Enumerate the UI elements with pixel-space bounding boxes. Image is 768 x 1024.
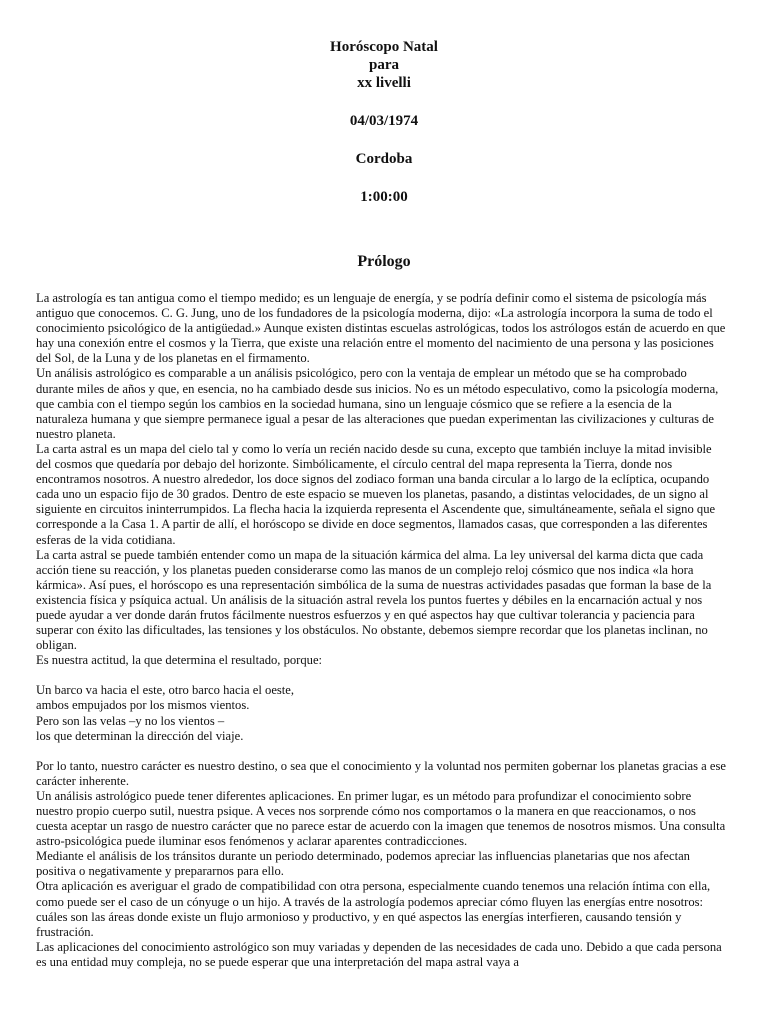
paragraph: Un análisis astrológico es comparable a un análisis psicológico, pero con la ventaja de emplear un método que se ha comprobado durante miles de años y que, en esencia, no ha cambiado desde sus inicios. No es un método especulativo, como la psicología moderna, que cambia con el tiempo según los cambios en la sociedad humana, sino un lenguaje cósmico que se refiere a la esencia de la naturaleza humana y que siempre permanece igual a pesar de las alteraciones que puedan experimentan las civilizaciones y culturas de nuestro planeta. [36, 366, 719, 441]
document-header [0, 38, 768, 206]
birth-date: 04/03/1974 [349, 113, 419, 129]
verse-line: Un barco va hacia el este, otro barco hacia el oeste, [36, 683, 295, 698]
for-label: para [369, 57, 399, 73]
paragraph: La carta astral se puede también entender como un mapa de la situación kármica del alma. La ley universal del karma dicta que cada acción tiene su reacción, y los planetas pueden considerarse como las manos de un complejo reloj cósmico que nos indica «la hora kármica». Así pues, el horóscopo es una representación simbólica de la suma de nuestras actividades pasadas que forman la base de la existencia física y psíquica actual. Un análisis de la situación astral revela los puntos fuertes y débiles en la encarnación actual y nos puede ayudar a ver donde darán frutos fácilmente nuestros esfuerzos y en qué aspectos hay que cultivar tolerancia y paciencia para superar con éxito las dificultades, las tensiones y los obstáculos. No obstante, debemos siempre recordar que los planetas inclinan, no obligan. [36, 547, 712, 653]
person-name: xx livelli [357, 75, 411, 91]
paragraph: Otra aplicación es averiguar el grado de compatibilidad con otra persona, especialmente cuando tenemos una relación íntima con ella, como puede ser el caso de un cónyuge o un hijo. A través de la astrología podemos apreciar cómo fluyen las energías entre nosotros: cuáles son las áreas donde existe un flujo armonioso y productivo, y en qué aspectos las energías interfieren, causando tensión y frustración. [36, 879, 711, 939]
birth-place: Cordoba [355, 151, 413, 167]
birth-time: 1:00:00 [360, 189, 408, 205]
verse-line: Pero son las velas –y no los vientos – [36, 713, 225, 728]
verse-line: los que determinan la dirección del viaje. [36, 728, 244, 743]
prologue-body [36, 291, 726, 970]
section-title: Prólogo [357, 253, 411, 270]
verse-line: ambos empujados por los mismos vientos. [36, 698, 250, 713]
paragraph: Es nuestra actitud, la que determina el resultado, porque: [36, 653, 323, 668]
document-title: Horóscopo Natal [330, 39, 438, 55]
paragraph: La astrología es tan antigua como el tiempo medido; es un lenguaje de energía, y se podría definir como el sistema de psicología más antiguo que conocemos. C. G. Jung, uno de los fundadores de la psicología moderna, dijo: «La astrología incorpora la suma de todo el conocimiento psicológico de la antigüedad.» Aunque existen distintas escuelas astrológicas, todos los astrólogos están de acuerdo en que hay una conexión entre el cosmos y la Tierra, que existe una relación entre el momento del nacimiento de una persona y las posiciones del Sol, de la Luna y de los planetas en el firmamento. [36, 291, 726, 366]
paragraph: Mediante el análisis de los tránsitos durante un periodo determinado, podemos apreciar las influencias planetarias que nos afectan positiva o negativamente y prepararnos para ello. [36, 849, 690, 879]
paragraph: Las aplicaciones del conocimiento astrológico son muy variadas y dependen de las necesidades de cada uno. Debido a que cada persona es una entidad muy compleja, no se puede esperar que una interpretación del mapa astral vaya a [36, 939, 722, 969]
paragraph: Por lo tanto, nuestro carácter es nuestro destino, o sea que el conocimiento y la voluntad nos permiten gobernar los planetas gracias a ese carácter inherente. [36, 758, 726, 788]
paragraph: Un análisis astrológico puede tener diferentes aplicaciones. En primer lugar, es un método para profundizar el conocimiento sobre nuestro propio cuerpo sutil, nuestra psique. A veces nos sorprende cómo nos comportamos o la manera en que reaccionamos, o nos cuesta aceptar un rasgo de nuestro carácter que no parece estar de acuerdo con la imagen que tenemos de nosotros mismos. Una consulta astro-psicológica puede iluminar esos fenómenos y aclarar aparentes contradicciones. [36, 788, 726, 849]
verse-block [36, 683, 726, 743]
paragraph: La carta astral es un mapa del cielo tal y como lo vería un recién nacido desde su cuna, excepto que también incluye la mitad invisible del cosmos que quedaría por debajo del horizonte. Simbólicamente, el círculo central del mapa representa la Tierra, donde nos encontramos nosotros. A nuestro alrededor, los doce signos del zodiaco forman una banda circular a lo largo de la eclíptica, ocupando cada uno un espacio fijo de 30 grados. Dentro de este espacio se mueven los planetas, pasando, a distintas velocidades, de un signo al siguiente en circuitos ininterrumpidos. La flecha hacia la izquierda representa el Ascendente que, simultáneamente, señala el signo que corresponde a la Casa 1. A partir de allí, el horóscopo se divide en doce segmentos, llamados casas, que corresponden a las diferentes esferas de la vida cotidiana. [36, 441, 716, 547]
